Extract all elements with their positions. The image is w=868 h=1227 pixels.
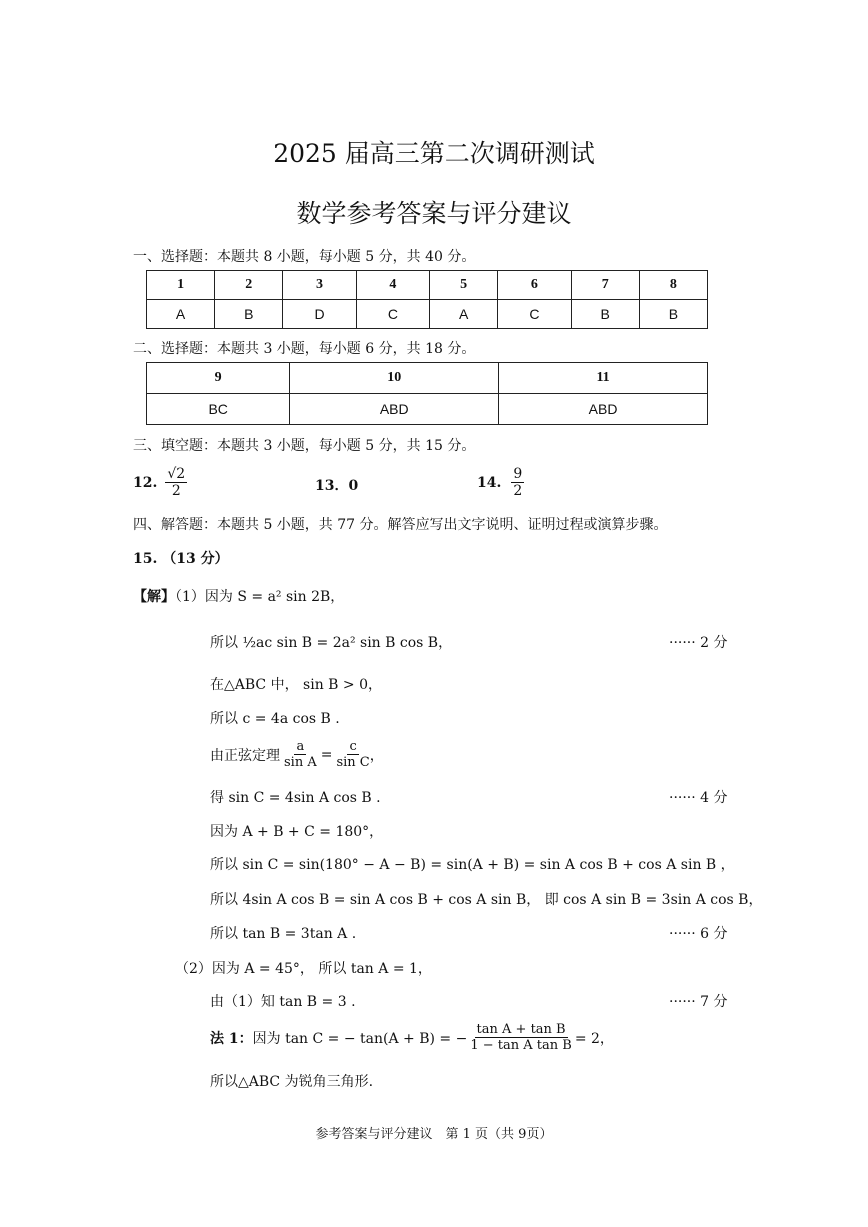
table-answer-cell: B	[215, 300, 283, 329]
table-header-cell: 4	[356, 271, 429, 300]
numerator: √2	[167, 466, 186, 482]
table-header-cell: 3	[283, 271, 356, 300]
table-answer-cell: B	[639, 300, 707, 329]
table-header-cell: 1	[147, 271, 215, 300]
fraction	[470, 1023, 571, 1052]
solution-text: 因为 tan C = − tan(A + B) = −	[252, 1030, 468, 1047]
fraction	[284, 740, 317, 769]
solution-line: 所以 c = 4a cos B .	[210, 711, 340, 727]
table-header-cell: 9	[147, 363, 290, 394]
method-label: 法 1：	[210, 1030, 253, 1047]
section-2-heading: 二、选择题：本题共 3 小题，每小题 6 分，共 18 分。	[133, 341, 476, 357]
section-3-heading: 三、填空题：本题共 3 小题，每小题 5 分，共 15 分。	[133, 438, 476, 454]
page-footer: 参考答案与评分建议 第 1 页（共 9页）	[315, 1127, 553, 1142]
solution-line: （2）因为 A = 45°， 所以 tan A = 1，	[175, 961, 432, 977]
fraction	[165, 467, 187, 498]
numerator: tan A + tan B	[476, 1022, 566, 1037]
answer-table-1	[146, 270, 708, 329]
equals-sign: =	[320, 746, 333, 763]
section-1-heading: 一、选择题：本题共 8 小题，每小题 5 分，共 40 分。	[133, 249, 476, 265]
solution-line: 所以 sin C = sin(180° − A − B) = sin(A + B) = sin A cos B + cos A sin B ，	[210, 857, 735, 873]
table-answer-cell: C	[356, 300, 429, 329]
solution-line: 所以 4sin A cos B = sin A cos B + cos A sin B， 即 cos A sin B = 3sin A cos B，	[210, 892, 763, 908]
table-header-cell: 7	[571, 271, 639, 300]
solution-text: = 2，	[574, 1030, 614, 1047]
table-header-cell: 5	[430, 271, 498, 300]
answer-table-2	[146, 362, 708, 425]
score-mark: ······ 6 分	[669, 926, 728, 942]
score-mark: ······ 2 分	[669, 635, 728, 651]
numerator: c	[349, 739, 357, 754]
document-subtitle: 数学参考答案与评分建议	[296, 199, 572, 228]
denominator: 2	[171, 483, 181, 499]
answer-14	[477, 467, 524, 498]
fraction	[336, 740, 369, 769]
solution-line: 得 sin C = 4sin A cos B .	[210, 790, 381, 806]
table-header-cell: 6	[498, 271, 571, 300]
numerator: a	[296, 739, 305, 754]
score-mark: ······ 7 分	[669, 994, 728, 1010]
score-mark: ······ 4 分	[669, 790, 728, 806]
solution-line: 因为 A + B + C = 180°，	[210, 824, 384, 840]
table-header-cell: 10	[290, 363, 499, 394]
answer-13: 13．0	[315, 478, 359, 494]
denominator: 2	[513, 483, 523, 499]
table-answer-cell: ABD	[290, 394, 499, 425]
solution-intro	[133, 586, 344, 606]
question-number: 12.	[133, 474, 158, 491]
numerator: 9	[513, 466, 523, 482]
table-header-cell: 8	[639, 271, 707, 300]
solution-label: 【解】	[133, 589, 175, 605]
question-15-header: 15. （13 分）	[133, 551, 229, 567]
solution-text: （1）因为 S = a² sin 2B，	[175, 589, 345, 605]
table-answer-cell: A	[430, 300, 498, 329]
fraction	[511, 467, 524, 498]
solution-line	[210, 1023, 614, 1052]
table-header-cell: 2	[215, 271, 283, 300]
table-header-cell: 11	[499, 363, 708, 394]
solution-line: 所以△ABC 为锐角三角形.	[210, 1074, 374, 1090]
solution-line	[210, 740, 384, 769]
denominator: sin A	[284, 755, 317, 770]
table-answer-cell: D	[283, 300, 356, 329]
table-answer-cell: BC	[147, 394, 290, 425]
solution-text: ，	[369, 747, 384, 764]
denominator: 1 − tan A tan B	[470, 1038, 572, 1053]
solution-text: 由正弦定理	[210, 747, 280, 764]
denominator: sin C	[336, 755, 370, 770]
question-number: 14.	[477, 474, 502, 491]
solution-line: 在△ABC 中， sin B > 0，	[210, 677, 382, 693]
table-answer-cell: ABD	[499, 394, 708, 425]
section-4-heading: 四、解答题：本题共 5 小题，共 77 分。解答应写出文字说明、证明过程或演算步骤。	[133, 517, 668, 533]
table-answer-cell: A	[147, 300, 215, 329]
solution-line: 所以 ½ac sin B = 2a² sin B cos B，	[210, 635, 453, 651]
table-answer-cell: B	[571, 300, 639, 329]
answer-12	[133, 467, 187, 498]
solution-line: 由（1）知 tan B = 3 .	[210, 994, 356, 1010]
document-title: 2025 届高三第二次调研测试	[273, 139, 595, 168]
table-answer-cell: C	[498, 300, 571, 329]
solution-line: 所以 tan B = 3tan A .	[210, 926, 357, 942]
